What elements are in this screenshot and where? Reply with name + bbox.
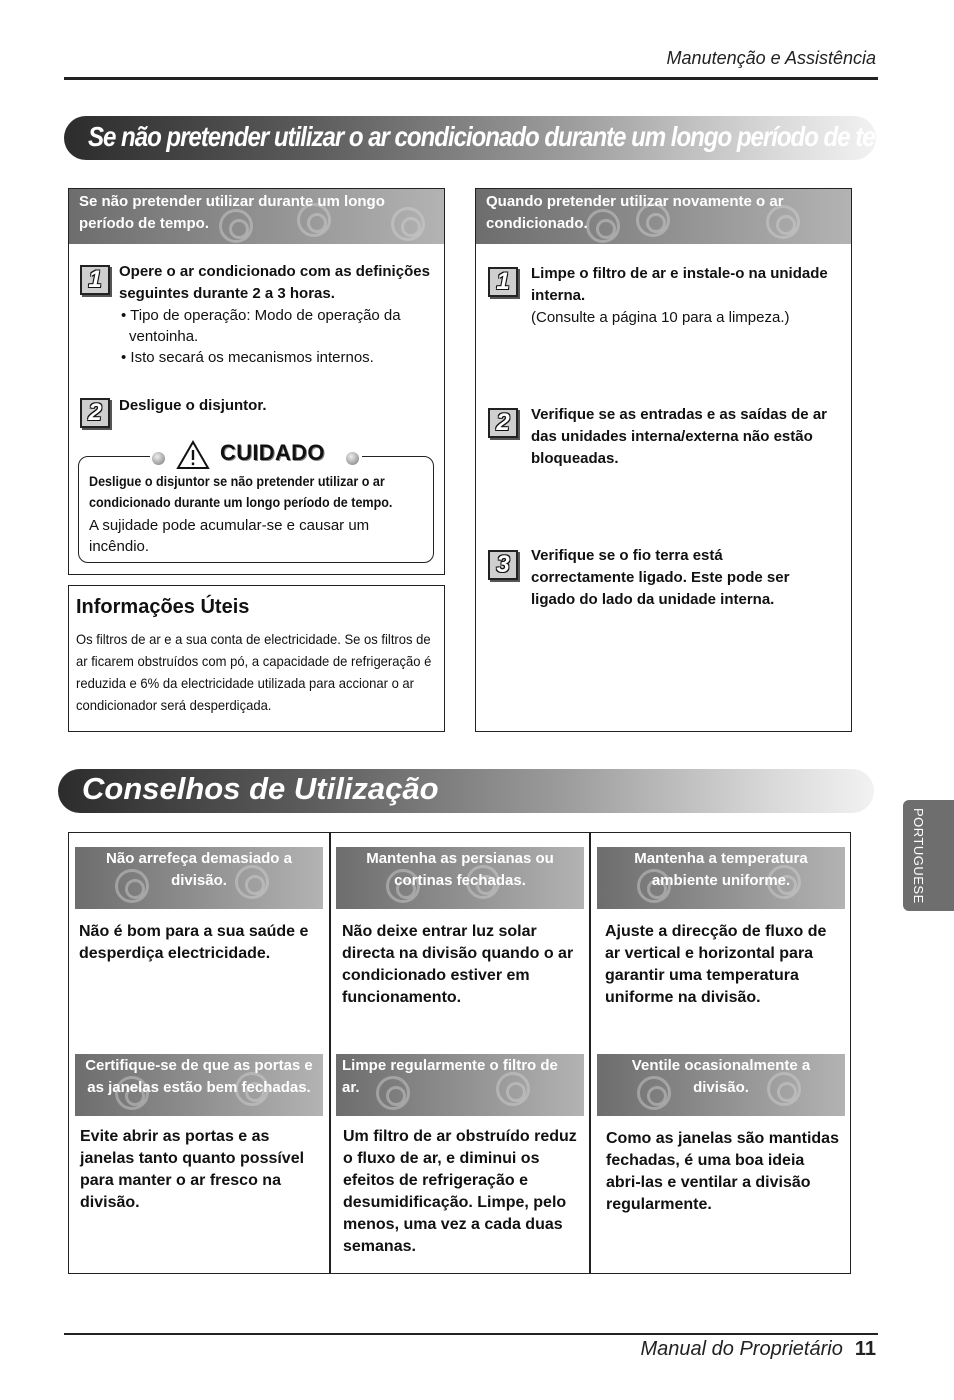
panel-heading [476, 189, 851, 244]
useful-info-title: Informações Úteis [76, 596, 250, 618]
step-number-1: 1 [488, 267, 518, 297]
language-label: PORTUGUESE [911, 808, 926, 904]
tip-body: Um filtro de ar obstruído reduz o fluxo de ar, e diminui os efeitos de refrigeração e desumidificação. Limpe, pelo menos, uma vez a cada duas semanas. [343, 1128, 577, 1255]
tip-heading [597, 847, 845, 909]
tip-heading-text: Certifique-se de que as portas e as janelas estão bem fechadas. [85, 1057, 313, 1096]
step-1-text: Limpe o filtro de ar e instale-o na unidade interna. [531, 265, 828, 304]
tip-body: Como as janelas são mantidas fechadas, é uma boa ideia abri-las e ventilar a divisão regularmente. [606, 1130, 839, 1213]
section-header-title: Manutenção e Assistência [666, 48, 876, 68]
banner-title: Conselhos de Utilização [82, 771, 439, 806]
caution-label: CUIDADO [220, 440, 325, 465]
tip-heading-text: Limpe regularmente o filtro de ar. [342, 1057, 558, 1096]
step-2-text: Desligue o disjuntor. [119, 397, 267, 414]
step-1-text: Opere o ar condicionado com as definições seguintes durante 2 a 3 horas. [119, 263, 430, 302]
tip-heading-text: Não arrefeça demasiado a divisão. [106, 850, 292, 889]
useful-info-box [68, 585, 445, 732]
tip-heading [336, 1054, 584, 1116]
step-number-2: 2 [80, 398, 110, 428]
useful-info-body: Os filtros de ar e a sua conta de electricidade. Se os filtros de ar ficarem obstruídos com pó, a capacidade de refrigeração é reduzida e 6% da electricidade utilizada para accionar o ar condicionador será desperdiçada. [76, 631, 432, 713]
tip-heading [336, 847, 584, 909]
caution-title [150, 438, 362, 470]
panel-heading-text: Se não pretender utilizar durante um longo período de tempo. [79, 193, 385, 232]
tip-body: Ajuste a direcção de fluxo de ar vertical e horizontal para garantir uma temperatura uniforme na divisão. [605, 923, 827, 1006]
step-number-1: 1 [80, 265, 110, 295]
step-1-bullet: • Tipo de operação: Modo de operação da ventoinha. [121, 307, 401, 345]
grid-divider [589, 832, 591, 1274]
step-1-note: (Consulte a página 10 para a limpeza.) [531, 309, 790, 326]
tip-heading-text: Mantenha as persianas ou cortinas fechadas. [366, 850, 554, 889]
tip-body: Não deixe entrar luz solar directa na divisão quando o ar condicionado estiver em funcionamento. [342, 923, 574, 1006]
panel-heading-text: Quando pretender utilizar novamente o ar condicionado. [486, 193, 784, 232]
tip-body: Evite abrir as portas e as janelas tanto quanto possível para manter o ar fresco na divisão. [80, 1128, 305, 1211]
warning-triangle-icon [176, 440, 210, 470]
step-1-content [531, 263, 831, 329]
caution-box [78, 456, 434, 563]
header-rule [64, 77, 878, 80]
tip-heading [75, 847, 323, 909]
step-1-bullet: • Isto secará os mecanismos internos. [121, 349, 374, 366]
step-number-2: 2 [488, 408, 518, 438]
footer [641, 1338, 877, 1361]
manual-title: Manual do Proprietário [640, 1338, 843, 1360]
panel-heading [69, 189, 444, 244]
step-2-text: Verifique se as entradas e as saídas de ar das unidades interna/externa não estão bloqueadas. [531, 406, 828, 467]
caution-text: A sujidade pode acumular-se e causar um incêndio. [89, 517, 370, 555]
step-1-content [119, 261, 441, 368]
footer-rule [64, 1333, 878, 1335]
tip-heading [597, 1054, 845, 1116]
panel-reuse [475, 188, 852, 732]
tip-heading-text: Mantenha a temperatura ambiente uniforme. [634, 850, 808, 889]
step-number-3: 3 [488, 550, 518, 580]
caution-bold-text: Desligue o disjuntor se não pretender utilizar o ar condicionado durante um longo período de tempo. [89, 474, 393, 510]
section-banner-long-period [64, 116, 923, 160]
page-number: 11 [854, 1338, 876, 1360]
grid-divider [329, 832, 331, 1274]
banner-title: Se não pretender utilizar o ar condicionado durante um longo período de tempo [88, 121, 923, 152]
tip-heading [75, 1054, 323, 1116]
tip-heading-text: Ventile ocasionalmente a divisão. [631, 1057, 811, 1096]
section-banner-usage-tips [58, 769, 874, 813]
step-3-text: Verifique se o fio terra está correctamente ligado. Este pode ser ligado do lado da unidade interna. [531, 547, 790, 608]
language-tab [903, 800, 954, 911]
tip-body: Não é bom para a sua saúde e desperdiça electricidade. [79, 923, 309, 962]
